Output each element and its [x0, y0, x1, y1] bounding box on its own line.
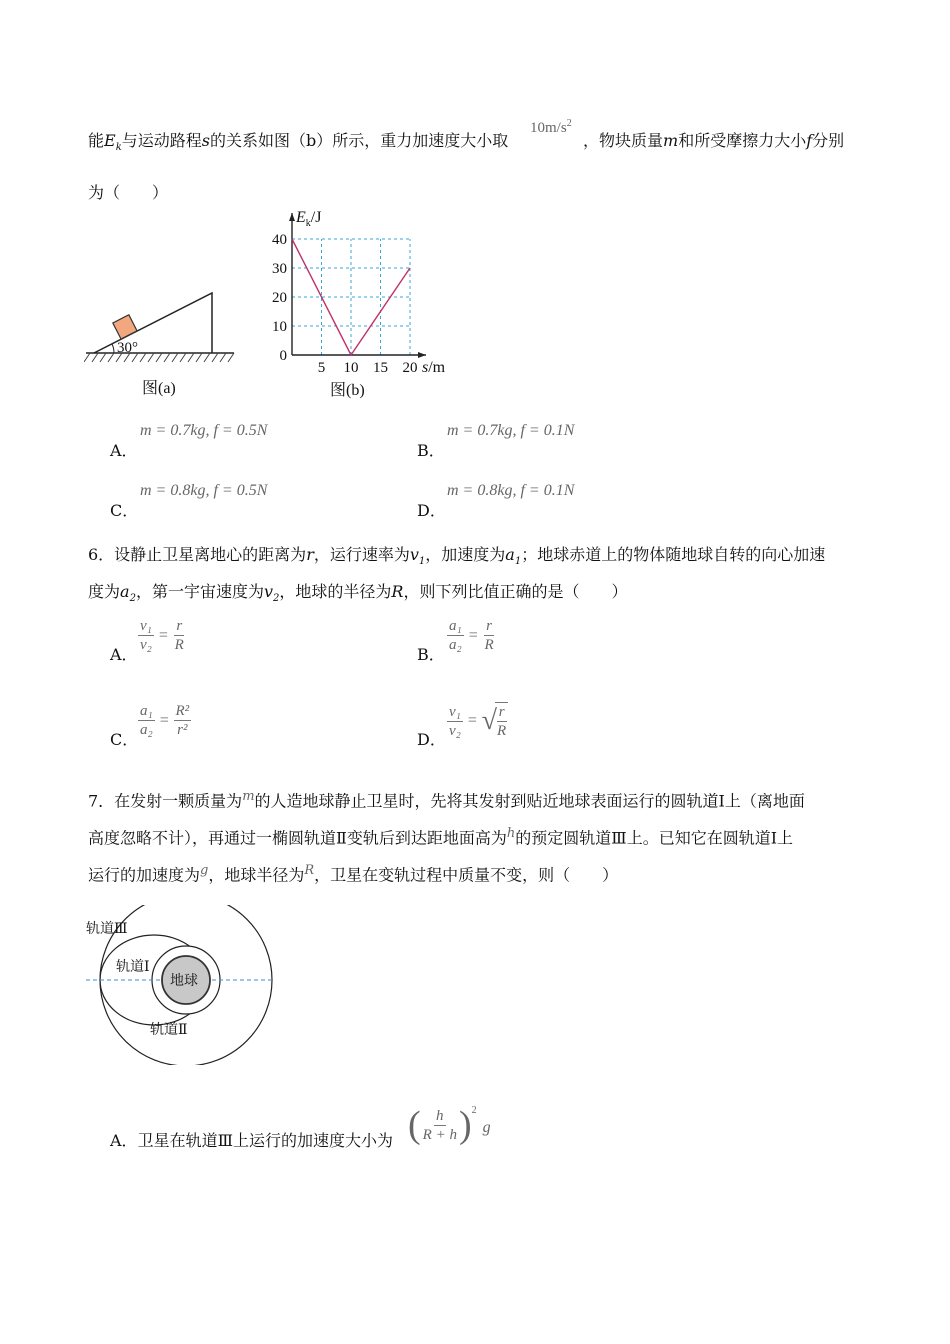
option-formula: $\frac{\text{v₁}}{\text{v₂}}$ = √ $\frac{r}{R}$ [449, 703, 507, 739]
incline-angle-label: 30° [117, 340, 138, 356]
option-label: B． [417, 645, 445, 664]
q6-stem-line1: 6．设静止卫星离地心的距离为r，运行速率为$v_1$，加速度为$a_1$；地球赤道上的物体随地球自转的向心加速 [88, 545, 826, 568]
q7-stem-line2: 高度忽略不计），再通过一椭圆轨道Ⅱ变轨后到达距地面高为$^h$的预定圆轨道Ⅲ上。已知它在圆轨道Ⅰ上 [88, 826, 794, 848]
option-formula: ( $\frac{h}{R + h}$ ) 2 g [408, 1104, 491, 1146]
figure-a-caption: 图(a) [142, 380, 176, 397]
y-tick-label: 10 [272, 319, 287, 335]
q7-stem-line3: 运行的加速度为$^g$，地球半径为$^R$，卫星在变轨过程中质量不变，则（ ） [88, 863, 619, 885]
option-label: D． [417, 730, 446, 749]
orbit-3-label: 轨道Ⅲ [86, 922, 128, 937]
x-axis-arrow [418, 352, 426, 358]
q5-gravity-value: $10m/s^2$ [530, 118, 572, 136]
option-formula: $\frac{\text{a₁}}{\text{a₂}}$ = $\frac{\text{R²}}{\text{r²}}$ [140, 703, 190, 738]
q5-stem-line1: 能$E_k$与运动路程s的关系如图（b）所示，重力加速度大小取 [88, 131, 509, 154]
y-axis-label: $E_k/J$ [296, 209, 322, 229]
q5-stem-line1-end: ，物块质量m和所受摩擦力大小f分别 [583, 131, 845, 150]
sqrt-icon: √ [481, 705, 498, 736]
y-tick-label: 0 [279, 348, 287, 364]
x-axis-label: s/m [422, 359, 446, 376]
x-tick-label: 15 [373, 360, 388, 376]
option-formula: $\frac{\text{a₁}}{\text{a₂}}$ = $\frac{r}{R}$ [449, 618, 494, 653]
q7-stem-line1: 7．在发射一颗质量为$^m$的人造地球静止卫星时，先将其发射到贴近地球表面运行的圆轨道Ⅰ上（离地面 [88, 789, 805, 811]
orbit-1-label: 轨道Ⅰ [116, 960, 150, 975]
option-formula: $\frac{\text{v₁}}{\text{v₂}}$ = $\frac{r}{R}$ [140, 618, 184, 653]
orbit-diagram [84, 905, 284, 1065]
option-text: m = 0.7kg, f = 0.5N [140, 422, 268, 439]
x-tick-label: 20 [402, 360, 418, 376]
figure-a-incline [84, 285, 244, 405]
earth-label: 地球 [170, 974, 198, 989]
option-label: A． [110, 645, 138, 664]
option-label: D． [417, 501, 446, 520]
y-axis-arrow [289, 213, 295, 221]
orbit-2-label: 轨道Ⅱ [150, 1023, 188, 1038]
option-label: A．卫星在轨道Ⅲ上运行的加速度大小为 [110, 1131, 393, 1150]
option-text: m = 0.8kg, f = 0.1N [447, 482, 575, 499]
y-tick-label: 30 [272, 261, 287, 277]
option-label: B． [417, 441, 445, 460]
y-tick-label: 40 [272, 232, 287, 248]
q5-stem-line2: 为（ ） [88, 183, 169, 202]
figure-b-caption: 图(b) [330, 382, 365, 399]
option-label: C． [110, 501, 139, 520]
x-tick-label: 10 [343, 360, 359, 376]
y-tick-label: 20 [272, 290, 287, 306]
option-text: m = 0.7kg, f = 0.1N [447, 422, 575, 439]
q6-stem-line2: 度为$a_2$，第一宇宙速度为$v_2$，地球的半径为R，则下列比值正确的是（ ） [88, 582, 628, 605]
option-label: C． [110, 730, 139, 749]
figure-b-chart [262, 205, 462, 405]
x-tick-label: 5 [317, 360, 326, 376]
option-label: A． [110, 441, 138, 460]
option-text: m = 0.8kg, f = 0.5N [140, 482, 268, 499]
